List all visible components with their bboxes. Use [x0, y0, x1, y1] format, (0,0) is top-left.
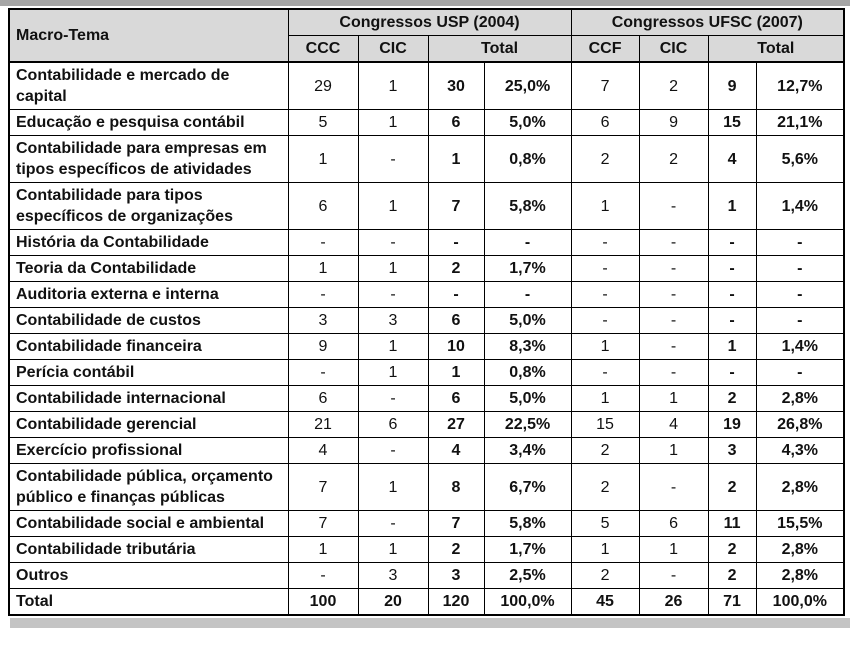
value-cell: 5 [288, 110, 358, 136]
macro-tema-cell: Exercício profissional [9, 438, 288, 464]
table-row [9, 183, 844, 230]
value-cell: 100 [288, 589, 358, 616]
top-edge-band [0, 0, 850, 6]
value-cell: 2 [571, 563, 639, 589]
table-row [9, 464, 844, 511]
value-cell: 6 [288, 386, 358, 412]
value-cell: 2,8% [756, 386, 844, 412]
value-cell: 26 [639, 589, 708, 616]
value-cell: - [358, 230, 428, 256]
group-header-row [9, 9, 844, 36]
value-cell: 45 [571, 589, 639, 616]
value-cell: 2 [708, 464, 756, 511]
value-cell: - [484, 282, 571, 308]
value-cell: - [484, 230, 571, 256]
value-cell: 26,8% [756, 412, 844, 438]
macro-tema-cell: Contabilidade gerencial [9, 412, 288, 438]
macro-tema-cell: Perícia contábil [9, 360, 288, 386]
value-cell: - [571, 230, 639, 256]
value-cell: 5,0% [484, 110, 571, 136]
value-cell: - [571, 360, 639, 386]
value-cell: 25,0% [484, 62, 571, 110]
value-cell: 1 [428, 360, 484, 386]
value-cell: - [708, 308, 756, 334]
value-cell: 2 [428, 537, 484, 563]
value-cell: - [428, 230, 484, 256]
value-cell: 4 [639, 412, 708, 438]
value-cell: - [708, 360, 756, 386]
table-row [9, 563, 844, 589]
value-cell: 1,4% [756, 334, 844, 360]
value-cell: 2 [571, 136, 639, 183]
value-cell: 1,4% [756, 183, 844, 230]
value-cell: 1 [358, 360, 428, 386]
value-cell: 5 [571, 511, 639, 537]
table-row [9, 230, 844, 256]
macro-tema-cell: Contabilidade para tipos específicos de organizações [9, 183, 288, 230]
column-header-usp-total: Total [428, 36, 571, 63]
value-cell: - [756, 360, 844, 386]
value-cell: - [571, 308, 639, 334]
value-cell: 1,7% [484, 537, 571, 563]
value-cell: - [288, 282, 358, 308]
value-cell: - [639, 230, 708, 256]
value-cell: 2,8% [756, 537, 844, 563]
value-cell: 7 [428, 511, 484, 537]
value-cell: - [571, 282, 639, 308]
value-cell: 3 [358, 563, 428, 589]
table-row [9, 136, 844, 183]
value-cell: 4 [288, 438, 358, 464]
value-cell: - [639, 464, 708, 511]
macro-tema-cell: Contabilidade pública, orçamento público e finanças públicas [9, 464, 288, 511]
table-row [9, 511, 844, 537]
value-cell: 3,4% [484, 438, 571, 464]
value-cell: 2 [571, 438, 639, 464]
value-cell: 7 [428, 183, 484, 230]
value-cell: 1 [708, 334, 756, 360]
value-cell: 4,3% [756, 438, 844, 464]
value-cell: 29 [288, 62, 358, 110]
value-cell: 5,6% [756, 136, 844, 183]
value-cell: 2,8% [756, 563, 844, 589]
macro-tema-cell: Total [9, 589, 288, 616]
value-cell: 6 [571, 110, 639, 136]
table-row [9, 256, 844, 282]
table-row [9, 589, 844, 616]
macro-tema-cell: Educação e pesquisa contábil [9, 110, 288, 136]
value-cell: 100,0% [484, 589, 571, 616]
value-cell: - [708, 230, 756, 256]
value-cell: 5,8% [484, 511, 571, 537]
value-cell: 1 [708, 183, 756, 230]
value-cell: 1 [639, 438, 708, 464]
value-cell: - [358, 386, 428, 412]
macro-tema-cell: Teoria da Contabilidade [9, 256, 288, 282]
value-cell: 3 [288, 308, 358, 334]
table-row [9, 537, 844, 563]
group-header-congressos-ufsc: Congressos UFSC (2007) [571, 9, 844, 36]
value-cell: 6 [639, 511, 708, 537]
macro-tema-cell: Contabilidade de custos [9, 308, 288, 334]
value-cell: 1 [288, 256, 358, 282]
value-cell: - [358, 282, 428, 308]
column-header-ufsc-ccf: CCF [571, 36, 639, 63]
value-cell: 11 [708, 511, 756, 537]
value-cell: - [288, 230, 358, 256]
value-cell: 2 [708, 537, 756, 563]
value-cell: 120 [428, 589, 484, 616]
value-cell: 2 [708, 563, 756, 589]
value-cell: - [639, 360, 708, 386]
value-cell: 1 [571, 386, 639, 412]
value-cell: 1 [288, 537, 358, 563]
group-header-congressos-usp: Congressos USP (2004) [288, 9, 571, 36]
macro-tema-cell: História da Contabilidade [9, 230, 288, 256]
value-cell: 4 [708, 136, 756, 183]
value-cell: - [288, 563, 358, 589]
value-cell: 15,5% [756, 511, 844, 537]
value-cell: 2 [708, 386, 756, 412]
value-cell: 1 [358, 256, 428, 282]
column-header-usp-cic: CIC [358, 36, 428, 63]
value-cell: - [756, 230, 844, 256]
value-cell: 1 [639, 537, 708, 563]
value-cell: - [358, 438, 428, 464]
value-cell: 20 [358, 589, 428, 616]
value-cell: 6 [428, 308, 484, 334]
macro-tema-cell: Auditoria externa e interna [9, 282, 288, 308]
value-cell: 6 [428, 110, 484, 136]
macro-tema-cell: Contabilidade tributária [9, 537, 288, 563]
table-row [9, 282, 844, 308]
value-cell: 0,8% [484, 136, 571, 183]
value-cell: 2 [639, 62, 708, 110]
value-cell: 71 [708, 589, 756, 616]
value-cell: 9 [639, 110, 708, 136]
value-cell: - [639, 563, 708, 589]
value-cell: 22,5% [484, 412, 571, 438]
value-cell: 5,0% [484, 386, 571, 412]
table-row [9, 412, 844, 438]
value-cell: 5,0% [484, 308, 571, 334]
value-cell: 6 [428, 386, 484, 412]
table-row [9, 110, 844, 136]
value-cell: 1 [571, 537, 639, 563]
table-row [9, 386, 844, 412]
macro-tema-cell: Contabilidade para empresas em tipos específicos de atividades [9, 136, 288, 183]
value-cell: - [639, 282, 708, 308]
column-header-ufsc-cic: CIC [639, 36, 708, 63]
value-cell: - [571, 256, 639, 282]
value-cell: 2,5% [484, 563, 571, 589]
value-cell: - [756, 308, 844, 334]
table-row [9, 360, 844, 386]
value-cell: - [639, 183, 708, 230]
value-cell: 9 [288, 334, 358, 360]
value-cell: 1 [571, 334, 639, 360]
value-cell: 3 [428, 563, 484, 589]
table-row [9, 334, 844, 360]
value-cell: - [428, 282, 484, 308]
value-cell: - [708, 282, 756, 308]
value-cell: 2 [428, 256, 484, 282]
value-cell: 1 [428, 136, 484, 183]
table-header [9, 9, 844, 62]
value-cell: 2 [571, 464, 639, 511]
value-cell: 19 [708, 412, 756, 438]
value-cell: 21,1% [756, 110, 844, 136]
value-cell: - [639, 256, 708, 282]
value-cell: 0,8% [484, 360, 571, 386]
column-header-usp-ccc: CCC [288, 36, 358, 63]
value-cell: - [708, 256, 756, 282]
value-cell: 1 [639, 386, 708, 412]
value-cell: 10 [428, 334, 484, 360]
value-cell: - [756, 282, 844, 308]
value-cell: 5,8% [484, 183, 571, 230]
value-cell: 30 [428, 62, 484, 110]
table-row [9, 308, 844, 334]
column-header-ufsc-total: Total [708, 36, 844, 63]
value-cell: 8 [428, 464, 484, 511]
value-cell: 15 [708, 110, 756, 136]
bottom-edge-band [10, 618, 850, 628]
value-cell: 1 [288, 136, 358, 183]
table-row [9, 438, 844, 464]
value-cell: 1 [358, 62, 428, 110]
value-cell: 8,3% [484, 334, 571, 360]
value-cell: 6 [358, 412, 428, 438]
value-cell: - [358, 136, 428, 183]
macro-tema-cell: Contabilidade e mercado de capital [9, 62, 288, 110]
value-cell: 4 [428, 438, 484, 464]
value-cell: 15 [571, 412, 639, 438]
value-cell: 1 [358, 334, 428, 360]
macro-tema-cell: Outros [9, 563, 288, 589]
value-cell: - [756, 256, 844, 282]
value-cell: 7 [571, 62, 639, 110]
value-cell: 1 [571, 183, 639, 230]
value-cell: - [358, 511, 428, 537]
value-cell: 3 [358, 308, 428, 334]
macro-tema-cell: Contabilidade social e ambiental [9, 511, 288, 537]
value-cell: 100,0% [756, 589, 844, 616]
value-cell: 6 [288, 183, 358, 230]
table-body [9, 62, 844, 615]
value-cell: 2,8% [756, 464, 844, 511]
value-cell: 1,7% [484, 256, 571, 282]
value-cell: 7 [288, 464, 358, 511]
value-cell: - [288, 360, 358, 386]
value-cell: - [639, 334, 708, 360]
table-row [9, 62, 844, 110]
value-cell: 6,7% [484, 464, 571, 511]
value-cell: 21 [288, 412, 358, 438]
value-cell: 2 [639, 136, 708, 183]
value-cell: 7 [288, 511, 358, 537]
value-cell: 1 [358, 537, 428, 563]
value-cell: - [639, 308, 708, 334]
value-cell: 1 [358, 110, 428, 136]
value-cell: 12,7% [756, 62, 844, 110]
value-cell: 27 [428, 412, 484, 438]
value-cell: 1 [358, 183, 428, 230]
macro-tema-cell: Contabilidade financeira [9, 334, 288, 360]
value-cell: 9 [708, 62, 756, 110]
value-cell: 3 [708, 438, 756, 464]
value-cell: 1 [358, 464, 428, 511]
column-header-macro-tema: Macro-Tema [9, 9, 288, 62]
macro-tema-table [8, 8, 845, 616]
macro-tema-cell: Contabilidade internacional [9, 386, 288, 412]
